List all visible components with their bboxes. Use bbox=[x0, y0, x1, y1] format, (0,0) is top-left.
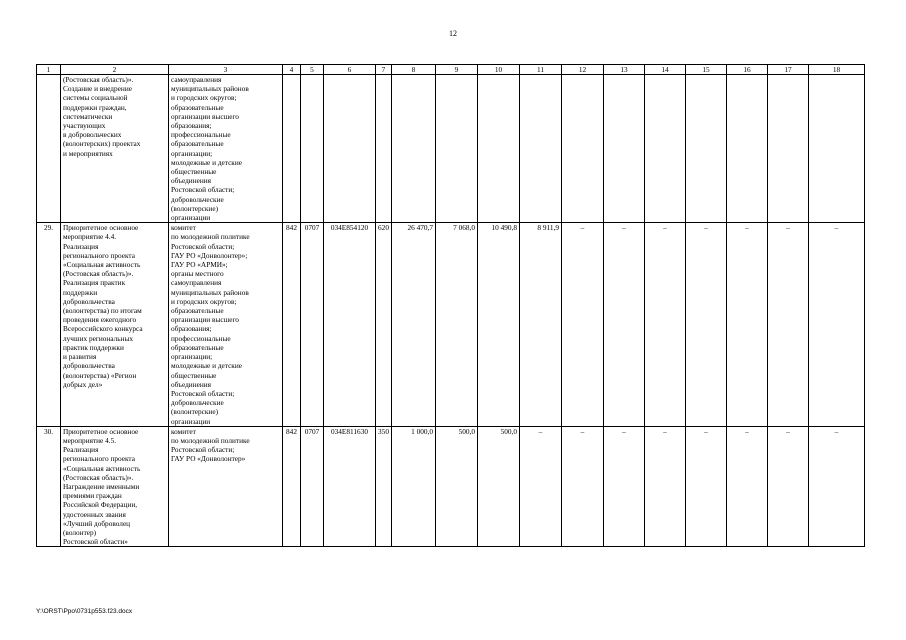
amount-cell: 1 000,0 bbox=[392, 426, 436, 547]
table-row bbox=[37, 223, 865, 426]
amount-cell: – bbox=[645, 223, 686, 426]
amount-cell: – bbox=[645, 426, 686, 547]
amount-cell: 7 068,0 bbox=[436, 223, 478, 426]
section-code: 0707 bbox=[301, 223, 324, 426]
column-header: 5 bbox=[301, 65, 324, 75]
column-header: 3 bbox=[169, 65, 283, 75]
section-code: 0707 bbox=[301, 426, 324, 547]
column-header: 18 bbox=[809, 65, 865, 75]
amount-cell: – bbox=[768, 426, 809, 547]
amount-cell: 500,0 bbox=[436, 426, 478, 547]
measure-name: Приоритетное основное мероприятие 4.4. Реализация регионального проекта «Социальная активность (Ростовская область)». Реализация практик поддержки добровольчества (волонтерства) по итогам проведения ежегодного Всероссийского конкурса лучших региональных практик поддержки и развития добровольчества (волонтерства) «Регион добрых дел» bbox=[61, 223, 169, 426]
amount-cell: – bbox=[727, 223, 768, 426]
amount-cell bbox=[768, 75, 809, 223]
table-row bbox=[37, 426, 865, 547]
column-header: 14 bbox=[645, 65, 686, 75]
amount-cell bbox=[562, 75, 604, 223]
page-number: 12 bbox=[449, 29, 457, 38]
grbs-code bbox=[283, 75, 301, 223]
file-path-footer: Y:\ORST\Ppo\0731p553.f23.docx bbox=[36, 608, 133, 615]
row-number: 30. bbox=[37, 426, 61, 547]
measure-name: Приоритетное основное мероприятие 4.5. Реализация регионального проекта «Социальная активность (Ростовская область)». Награждение именными премиями граждан Российской Федерации, удостоенных звания «Лучший доброволец (волонтер) Ростовской области» bbox=[61, 426, 169, 547]
section-code bbox=[301, 75, 324, 223]
target-article-code bbox=[324, 75, 376, 223]
target-article-code: 034E854120 bbox=[324, 223, 376, 426]
amount-cell: – bbox=[686, 223, 727, 426]
table-row bbox=[37, 75, 865, 223]
column-header: 16 bbox=[727, 65, 768, 75]
expense-type-code bbox=[376, 75, 392, 223]
amount-cell: – bbox=[562, 426, 604, 547]
amount-cell: – bbox=[809, 223, 865, 426]
column-header: 17 bbox=[768, 65, 809, 75]
amount-cell: 500,0 bbox=[478, 426, 520, 547]
amount-cell bbox=[436, 75, 478, 223]
column-header: 12 bbox=[562, 65, 604, 75]
budget-table bbox=[36, 64, 865, 547]
executor: комитет по молодежной политике Ростовской области; ГАУ РО «Донволонтер» bbox=[169, 426, 283, 547]
amount-cell bbox=[478, 75, 520, 223]
column-header: 7 bbox=[376, 65, 392, 75]
column-number-row bbox=[37, 65, 865, 75]
column-header: 8 bbox=[392, 65, 436, 75]
amount-cell: – bbox=[604, 223, 645, 426]
amount-cell: – bbox=[686, 426, 727, 547]
column-header: 10 bbox=[478, 65, 520, 75]
executor: комитет по молодежной политике Ростовской области; ГАУ РО «Донволонтер»; ГАУ РО «АРМИ»; органы местного самоуправления муниципальных районов и городских округов; образовательные организации высшего образования; профессиональные образовательные организации; молодежные и детские общественные объединения Ростовской области; добровольческие (волонтерские) организации bbox=[169, 223, 283, 426]
column-header: 4 bbox=[283, 65, 301, 75]
amount-cell bbox=[604, 75, 645, 223]
expense-type-code: 350 bbox=[376, 426, 392, 547]
amount-cell: – bbox=[604, 426, 645, 547]
column-header: 9 bbox=[436, 65, 478, 75]
expense-type-code: 620 bbox=[376, 223, 392, 426]
column-header: 6 bbox=[324, 65, 376, 75]
amount-cell: – bbox=[562, 223, 604, 426]
column-header: 2 bbox=[61, 65, 169, 75]
measure-name: (Ростовская область)». Создание и внедрение системы социальной поддержки граждан, систематически участвующих в добровольческих (волонтерских) проектах и мероприятиях bbox=[61, 75, 169, 223]
amount-cell bbox=[520, 75, 562, 223]
amount-cell: – bbox=[809, 426, 865, 547]
amount-cell bbox=[686, 75, 727, 223]
amount-cell bbox=[727, 75, 768, 223]
amount-cell: – bbox=[520, 426, 562, 547]
row-number: 29. bbox=[37, 223, 61, 426]
amount-cell: 10 490,8 bbox=[478, 223, 520, 426]
target-article-code: 034E811630 bbox=[324, 426, 376, 547]
amount-cell bbox=[392, 75, 436, 223]
grbs-code: 842 bbox=[283, 426, 301, 547]
amount-cell: 26 470,7 bbox=[392, 223, 436, 426]
amount-cell bbox=[809, 75, 865, 223]
column-header: 1 bbox=[37, 65, 61, 75]
executor: самоуправления муниципальных районов и городских округов; образовательные организации высшего образования; профессиональные образовательные организации; молодежные и детские общественные объединения Ростовской области; добровольческие (волонтерские) организации bbox=[169, 75, 283, 223]
amount-cell bbox=[645, 75, 686, 223]
amount-cell: – bbox=[727, 426, 768, 547]
column-header: 15 bbox=[686, 65, 727, 75]
column-header: 13 bbox=[604, 65, 645, 75]
amount-cell: 8 911,9 bbox=[520, 223, 562, 426]
amount-cell: – bbox=[768, 223, 809, 426]
column-header: 11 bbox=[520, 65, 562, 75]
grbs-code: 842 bbox=[283, 223, 301, 426]
row-number bbox=[37, 75, 61, 223]
